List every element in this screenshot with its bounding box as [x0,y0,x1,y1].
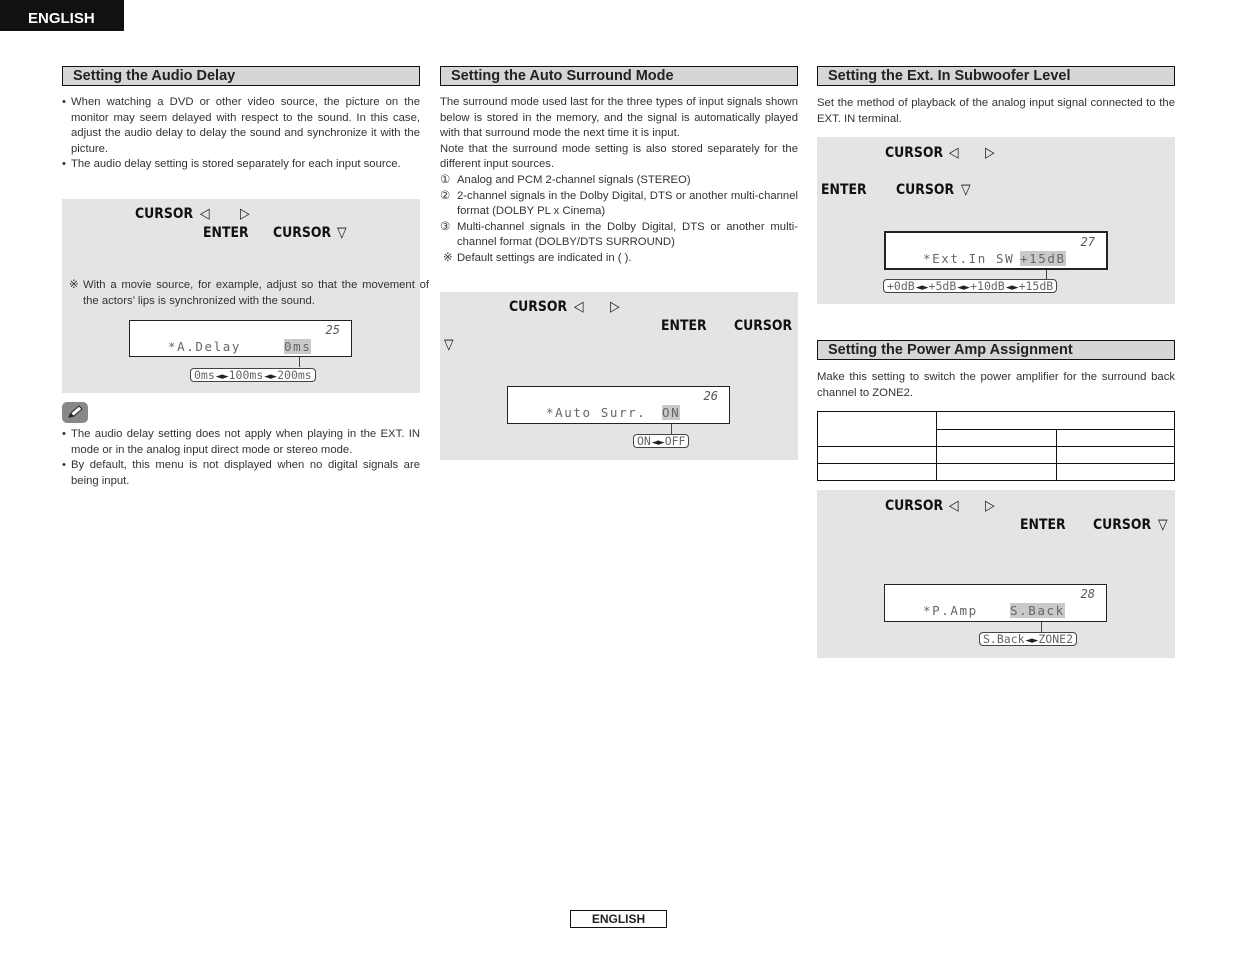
lcd-value: ON [662,405,681,420]
audio-delay-note [69,278,429,309]
option: +0dB [887,279,915,293]
lcd-label: *Auto Surr. [546,405,647,420]
double-arrow-icon: ◄► [957,283,970,293]
cursor-label: CURSOR [509,299,568,315]
enter-label: ENTER [661,318,707,334]
note-mark: ※ [69,279,79,291]
table-cell [937,430,1057,447]
lcd-value: S.Back [1010,603,1065,618]
enter-label: ENTER [203,225,249,241]
power-amp-operation-panel [817,490,1175,658]
lcd-display [507,386,730,424]
section-title-subwoofer: Setting the Ext. In Subwoofer Level [817,66,1175,86]
section-title-audio-delay: Setting the Audio Delay [62,66,420,86]
double-arrow-icon: ◄► [1005,283,1018,293]
table-cell [1057,464,1175,481]
double-arrow-icon: ◄► [1025,636,1038,646]
audio-delay-memo [62,427,420,489]
subwoofer-operation-panel [817,137,1175,304]
option: +5dB [928,279,957,293]
paragraph: Note that the surround mode setting is also stored separately for the different input sources. [440,142,798,171]
footer-language-label: ENGLISH [570,910,667,928]
bullet-item: • By default, this menu is not displayed when no digital signals are being input. [62,458,420,489]
options-strip [979,632,1077,646]
cursor-label: CURSOR [885,145,944,161]
double-arrow-icon: ◄► [264,372,277,382]
audio-delay-operation-panel [62,199,429,393]
default-note: ※ Default settings are indicated in ( ). [443,251,632,264]
option: 100ms [228,368,264,382]
lcd-display [884,584,1107,622]
cursor-label: CURSOR [885,498,944,514]
bullet-item: • The audio delay setting does not apply when playing in the EXT. IN mode or in the analog input direct mode or stereo mode. [62,427,420,458]
lcd-display [129,320,352,357]
lcd-label: *P.Amp [923,603,978,618]
lcd-number: 26 [703,389,718,403]
pointer-line [671,424,672,434]
note-text: With a movie source, for example, adjust so that the movement of the actors’ lips is synchronized with the sound. [83,279,429,307]
cursor-right-icon: ▷ [610,299,620,315]
table-cell [818,464,937,481]
cursor-left-icon: ◁ [949,498,959,514]
language-tab: ENGLISH [0,0,124,31]
enter-label: ENTER [1020,517,1066,533]
lcd-number: 28 [1080,587,1095,601]
cursor-right-icon: ▷ [985,145,995,161]
options-strip [883,279,1057,293]
auto-surround-intro [440,95,798,267]
double-arrow-icon: ◄► [915,283,928,293]
cursor-label: CURSOR [273,225,332,241]
bullet-item: • When watching a DVD or other video source, the picture on the monitor may seem delayed with respect to the sound. In this case, adjust the audio delay to delay the sound and synchronize it with the picture. [62,95,420,157]
cursor-down-icon: ▽ [961,182,971,198]
pointer-line [1046,270,1047,279]
lcd-display [884,231,1108,270]
cursor-right-icon: ▷ [985,498,995,514]
paragraph: The surround mode used last for the three types of input signals shown below is stored in the memory, and the signal is automatically played with that surround mode the next time it is input. [440,96,798,140]
table-cell [937,464,1057,481]
table-cell [1057,447,1175,464]
cursor-left-icon: ◁ [200,206,210,222]
cursor-down-icon: ▽ [444,337,454,353]
table-cell [937,412,1175,430]
pointer-line [1041,622,1042,632]
option: S.Back [983,632,1025,646]
cursor-label: CURSOR [1093,517,1152,533]
options-strip [633,434,689,448]
option: +10dB [970,279,1005,293]
power-amp-table [817,411,1175,481]
pencil-icon [62,402,88,423]
section-title-power-amp: Setting the Power Amp Assignment [817,340,1175,360]
table-cell [818,412,937,447]
option: OFF [664,434,686,448]
lcd-value: +15dB [1020,251,1066,266]
table-cell [937,447,1057,464]
pointer-line [299,357,300,367]
list-item: ① Analog and PCM 2-channel signals (STEREO) [440,173,691,186]
lcd-label: *A.Delay [168,339,242,354]
cursor-label: CURSOR [135,206,194,222]
cursor-left-icon: ◁ [949,145,959,161]
lcd-value: 0ms [284,339,312,354]
bullet-item: • The audio delay setting is stored separately for each input source. [62,157,420,173]
table-cell [818,447,937,464]
list-item: ③ Multi-channel signals in the Dolby Digital, DTS or another multi-channel format (DOLBY/DTS SURROUND) [440,220,798,249]
cursor-left-icon: ◁ [574,299,584,315]
lcd-label: *Ext.In SW [923,251,1015,266]
enter-label: ENTER [821,182,867,198]
double-arrow-icon: ◄► [215,372,228,382]
cursor-right-icon: ▷ [240,206,250,222]
cursor-label: CURSOR [734,318,793,334]
option: ON [637,434,651,448]
option: +15dB [1018,279,1054,293]
option: 0ms [194,368,215,382]
lcd-number: 27 [1080,235,1095,249]
table-cell [1057,430,1175,447]
double-arrow-icon: ◄► [651,438,664,448]
auto-surround-operation-panel [440,292,798,460]
options-strip [190,368,316,382]
cursor-label: CURSOR [896,182,955,198]
audio-delay-bullets [62,95,420,173]
option: ZONE2 [1038,632,1074,646]
cursor-down-icon: ▽ [1158,517,1168,533]
lcd-number: 25 [325,323,340,337]
option: 200ms [277,368,312,382]
section-title-auto-surround: Setting the Auto Surround Mode [440,66,798,86]
list-item: ② 2-channel signals in the Dolby Digital, DTS or another multi-channel format (DOLBY PL x Cinema) [440,189,798,218]
subwoofer-intro: Set the method of playback of the analog input signal connected to the EXT. IN terminal. [817,97,1175,125]
power-amp-intro: Make this setting to switch the power amplifier for the surround back channel to ZONE2. [817,371,1175,399]
cursor-down-icon: ▽ [337,225,347,241]
